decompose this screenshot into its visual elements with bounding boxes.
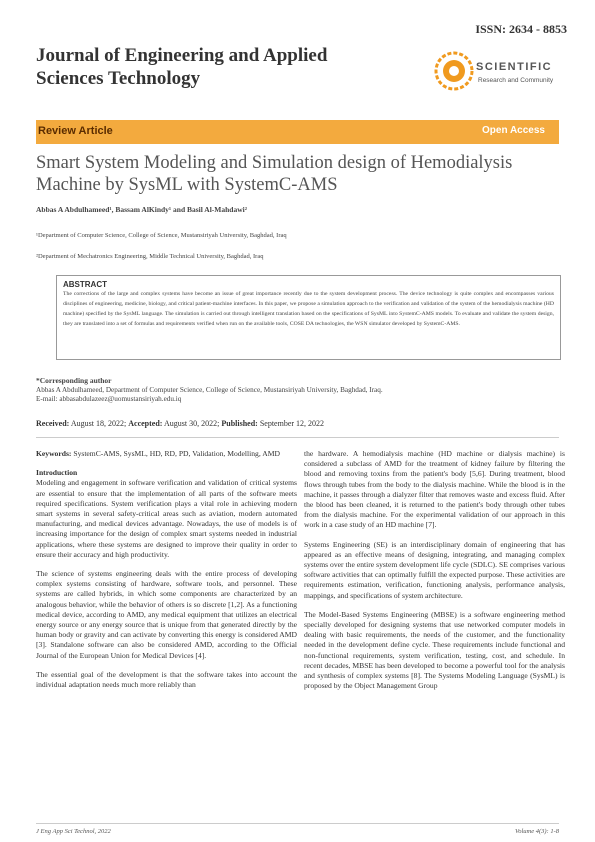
paragraph: Modeling and engagement in software verification and validation of critical systems are essential to ensure that the implementation of all parts of the software meets required specifications. System verification plays a vital role in achieving modern smart systems in several safety-critical areas such as aviation, modern automated manufacturing, and medical devices advantage. Nowadays, the use of models is of increasing importance for the design of complex smart systems needed in industrial applications, where these systems are designed to improve their quality in order to ensure their accuracy and high productivity. xyxy=(36,478,297,559)
abstract-heading: ABSTRACT xyxy=(63,280,107,289)
issn-label: ISSN: 2634 - 8853 xyxy=(475,22,567,36)
article-type-label: Review Article xyxy=(38,125,113,137)
logo-subtext: Research and Community xyxy=(478,77,554,84)
footer-rule xyxy=(36,823,559,824)
divider xyxy=(36,437,559,438)
received-date: August 18, 2022; xyxy=(70,419,127,428)
right-column xyxy=(304,449,565,700)
affiliation-2: ²Department of Mechatronics Engineering, Middle Technical University, Baghdad, Iraq xyxy=(36,253,264,260)
keywords xyxy=(36,449,297,459)
left-column xyxy=(36,449,297,699)
corresponding-name: Abbas A Abdulhameed, Department of Computer Science, College of Science, Mustansiriyah University, Baghdad, Iraq. xyxy=(36,385,383,394)
accepted-label: Accepted: xyxy=(128,419,163,428)
corresponding-heading: *Corresponding author xyxy=(36,376,112,385)
corresponding-email[interactable]: E-mail: abbasabdulazeez@uomustansiriyah.edu.iq xyxy=(36,395,182,403)
article-type-band xyxy=(36,120,559,144)
keywords-label: Keywords: xyxy=(36,449,72,458)
corresponding-author-block xyxy=(36,376,559,405)
journal-title: Journal of Engineering and Applied Sciences Technology xyxy=(36,45,328,89)
open-access-label: Open Access xyxy=(482,125,545,136)
published-label: Published: xyxy=(221,419,258,428)
received-label: Received: xyxy=(36,419,70,428)
dates-line xyxy=(36,419,324,428)
publisher-logo-icon xyxy=(432,48,572,94)
paragraph: the hardware. A hemodialysis machine (HD machine or dialysis machine) is considered a subclass of AMD for the treatment of kidney failure by filtering the blood and removing toxins from the patient's body [5,6]. During treatment, blood flows through tubes from the body to the dialysis machine. While the blood is in the machine, it passes through a dialyzer filter that removes waste and excess fluid. After the blood has been cleaned, it is returned to the patient's body through other tubes from the dialysis machine. For the experimental validation of our approach in this work in a case study of an HD machine [7]. xyxy=(304,449,565,530)
author-list: Abbas A Abdulhameed¹, Bassam AlKindy¹ and Basil Al-Mahdawi² xyxy=(36,205,247,214)
accepted-date: August 30, 2022; xyxy=(164,419,220,428)
publisher-logo xyxy=(432,48,572,94)
logo-text: SCIENTIFIC xyxy=(476,61,553,73)
paragraph: The science of systems engineering deals with the entire process of developing complex systems consisting of hardware, software tools, and personnel. These systems are called hybrids, in which some components are characterized by an analogous behavior, while the behavior of others is so discrete [1,2]. As a functioning medical device, according to AMD, any medical equipment that utilizes an electrical energy source or any energy source that is unique from that generated directly by the human body or gravity and can activate by converting this energy is considered AMD [3]. Standalone software can also be considered AMD, according to the Official Journal of the European Union for Medical Devices [4]. xyxy=(36,569,297,660)
affiliation-1: ¹Department of Computer Science, College of Science, Mustansiriyah University, Baghdad, Iraq xyxy=(36,232,287,239)
paragraph: The essential goal of the development is that the software takes into account the individual adaptation needs much more reliably than xyxy=(36,669,297,690)
abstract-text: The corrections of the large and complex systems have become an issue of great importance recently due to the system development process. The device technology is quite complex and encompasses various disciplines of engineering, medicine, biology, and critical patient-machine interfaces. In this paper, we propose a simulation approach to the verification and validation of the system of the hemodialysis machine (HD machine) specified by the SysML language. The simulation is carried out through intelligent translation based on the specifications of SysML into SystemC-AMS models. To evaluate and validate the system design, they are translated into a set of formulas and requirements verified when run on the available tools, COSE DA technologies, the WSN simulator developed by SystemC-AMS. xyxy=(63,291,554,327)
article-title: Smart System Modeling and Simulation design of Hemodialysis Machine by SysML with SystemC-AMS xyxy=(36,153,513,195)
paragraph: The Model-Based Systems Engineering (MBSE) is a software engineering method specially developed for designing systems that use networked computer models in dealing with basic requirements, the needs of the customer, and the functionality needed in the development define cycle. These requirements include functional and non-functional requirements, system verification, testing, cost, and schedule. In recent decades, MBSE has been developed to become a powerful tool for the analysis and synthesis of complex systems [8]. The Systems Modeling Language (SysML) is proposed by the Object Management Group xyxy=(304,609,565,691)
published-date: September 12, 2022 xyxy=(259,419,325,428)
footer-volume: Volume 4(3): 1-8 xyxy=(514,828,559,835)
abstract-box xyxy=(56,275,561,360)
paragraph: Systems Engineering (SE) is an interdisciplinary domain of engineering that has appeared as an effective means of designing, integrating, and managing complex systems over the entire system development life cycle (SDLC). SE comprises various software activities that can optimally fulfill the expected purpose. These activities are requirements estimation, verification, functioning analysis, performance analysis, mappings, and specifications of system architecture. xyxy=(304,539,565,600)
footer-citation: J Eng App Sci Technol, 2022 xyxy=(36,828,111,835)
keywords-text: SystemC-AMS, SysML, HD, RD, PD, Validation, Modelling, AMD xyxy=(73,449,280,458)
introduction-heading: Introduction xyxy=(36,468,78,478)
